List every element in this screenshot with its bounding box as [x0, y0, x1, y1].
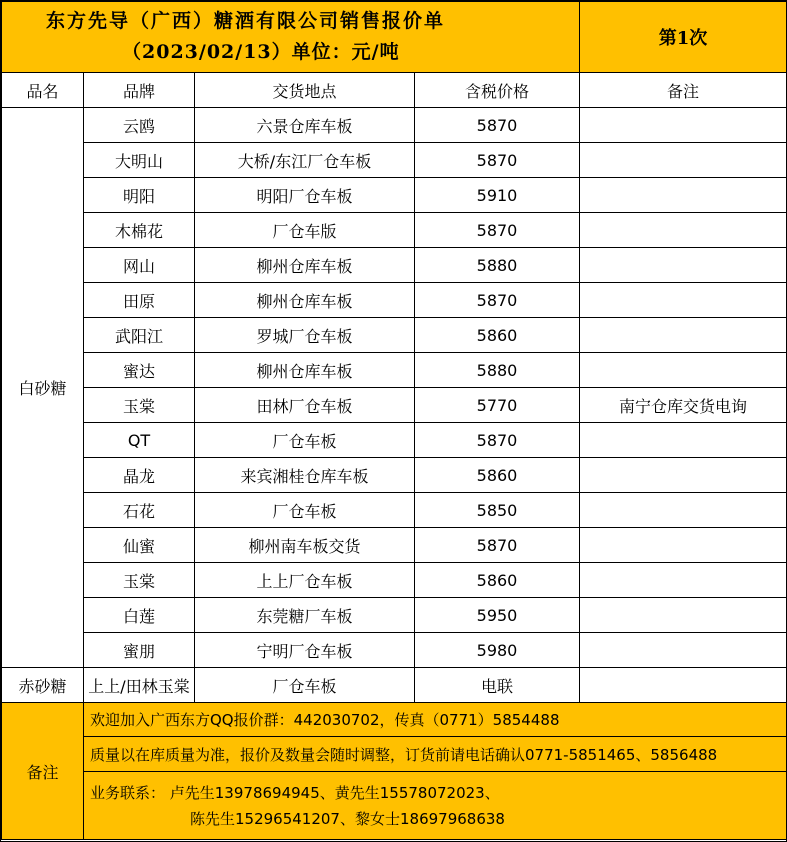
remark-cell	[580, 493, 787, 528]
price-cell: 5870	[415, 423, 580, 458]
notes-qq-group: 欢迎加入广西东方QQ报价群：442030702，传真（0771）5854488	[84, 703, 787, 737]
sheet-title	[2, 2, 580, 73]
location-cell: 罗城厂仓车板	[195, 318, 415, 353]
location-cell: 厂仓车板	[195, 668, 415, 703]
price-cell: 5880	[415, 248, 580, 283]
column-header-brand: 品牌	[84, 73, 195, 108]
notes-label: 备注	[2, 703, 84, 840]
price-cell: 5870	[415, 108, 580, 143]
brand-cell: 白莲	[84, 598, 195, 633]
table-row	[2, 458, 787, 493]
title-line-2: （2023/02/13）单位：元/吨	[122, 41, 400, 63]
table-row	[2, 283, 787, 318]
table-row	[2, 178, 787, 213]
table-row	[2, 423, 787, 458]
price-cell: 电联	[415, 668, 580, 703]
location-cell: 厂仓车版	[195, 213, 415, 248]
table-row-red-sugar	[2, 668, 787, 703]
remark-cell	[580, 563, 787, 598]
column-header-location: 交货地点	[195, 73, 415, 108]
price-cell: 5860	[415, 458, 580, 493]
price-cell: 5870	[415, 283, 580, 318]
location-cell: 六景仓库车板	[195, 108, 415, 143]
brand-cell: 明阳	[84, 178, 195, 213]
remark-cell	[580, 423, 787, 458]
remark-cell	[580, 213, 787, 248]
remark-cell	[580, 598, 787, 633]
brand-cell: 网山	[84, 248, 195, 283]
location-cell: 宁明厂仓车板	[195, 633, 415, 668]
category-red-sugar: 赤砂糖	[2, 668, 84, 703]
brand-cell: 玉棠	[84, 388, 195, 423]
remark-cell	[580, 528, 787, 563]
location-cell: 柳州仓库车板	[195, 248, 415, 283]
table-row	[2, 493, 787, 528]
location-cell: 上上厂仓车板	[195, 563, 415, 598]
remark-cell	[580, 108, 787, 143]
brand-cell: 武阳江	[84, 318, 195, 353]
brand-cell: 石花	[84, 493, 195, 528]
table-row	[2, 353, 787, 388]
location-cell: 东莞糖厂车板	[195, 598, 415, 633]
column-header-price: 含税价格	[415, 73, 580, 108]
notes-row-2	[2, 737, 787, 772]
remark-cell	[580, 318, 787, 353]
table-row	[2, 563, 787, 598]
table-row	[2, 633, 787, 668]
header-row	[2, 2, 787, 73]
category-white-sugar: 白砂糖	[2, 108, 84, 668]
brand-cell: 玉棠	[84, 563, 195, 598]
brand-cell: 云鸥	[84, 108, 195, 143]
table-row	[2, 598, 787, 633]
brand-cell: 晶龙	[84, 458, 195, 493]
brand-cell: QT	[84, 423, 195, 458]
price-cell: 5850	[415, 493, 580, 528]
table-row	[2, 528, 787, 563]
column-header-row	[2, 73, 787, 108]
column-header-category: 品名	[2, 73, 84, 108]
table-row	[2, 213, 787, 248]
brand-cell: 田原	[84, 283, 195, 318]
location-cell: 来宾湘桂仓库车板	[195, 458, 415, 493]
brand-cell: 蜜达	[84, 353, 195, 388]
price-cell: 5870	[415, 213, 580, 248]
table-row	[2, 143, 787, 178]
brand-cell: 蜜朋	[84, 633, 195, 668]
location-cell: 大桥/东江厂仓车板	[195, 143, 415, 178]
remark-cell: 南宁仓库交货电询	[580, 388, 787, 423]
remark-cell	[580, 668, 787, 703]
column-header-remark: 备注	[580, 73, 787, 108]
remark-cell	[580, 353, 787, 388]
remark-cell	[580, 143, 787, 178]
notes-row-1	[2, 703, 787, 737]
title-line-1: 东方先导（广西）糖酒有限公司销售报价单	[46, 10, 446, 32]
table-row	[2, 248, 787, 283]
price-cell: 5770	[415, 388, 580, 423]
table-row	[2, 108, 787, 143]
remark-cell	[580, 458, 787, 493]
remark-cell	[580, 633, 787, 668]
price-cell: 5870	[415, 143, 580, 178]
contact-line-2: 陈先生15296541207、黎女士18697968638	[190, 809, 505, 828]
location-cell: 厂仓车板	[195, 423, 415, 458]
remark-cell	[580, 178, 787, 213]
price-cell: 5860	[415, 563, 580, 598]
brand-cell: 仙蜜	[84, 528, 195, 563]
price-cell: 5910	[415, 178, 580, 213]
price-cell: 5860	[415, 318, 580, 353]
price-table	[1, 1, 787, 840]
brand-cell: 大明山	[84, 143, 195, 178]
notes-quality: 质量以在库质量为准，报价及数量会随时调整，订货前请电话确认0771-5851465、5856488	[84, 737, 787, 772]
price-cell: 5980	[415, 633, 580, 668]
location-cell: 厂仓车板	[195, 493, 415, 528]
issue-number: 第1次	[580, 2, 787, 73]
table-row	[2, 318, 787, 353]
location-cell: 柳州仓库车板	[195, 353, 415, 388]
brand-cell: 上上/田林玉棠	[84, 668, 195, 703]
price-cell: 5880	[415, 353, 580, 388]
notes-row-3	[2, 772, 787, 840]
price-cell: 5950	[415, 598, 580, 633]
table-row	[2, 388, 787, 423]
contact-line-1: 业务联系： 卢先生13978694945、黄先生15578072023、	[90, 783, 500, 802]
location-cell: 田林厂仓车板	[195, 388, 415, 423]
location-cell: 柳州仓库车板	[195, 283, 415, 318]
brand-cell: 木棉花	[84, 213, 195, 248]
location-cell: 明阳厂仓车板	[195, 178, 415, 213]
remark-cell	[580, 248, 787, 283]
location-cell: 柳州南车板交货	[195, 528, 415, 563]
remark-cell	[580, 283, 787, 318]
price-cell: 5870	[415, 528, 580, 563]
notes-contacts	[84, 772, 787, 840]
